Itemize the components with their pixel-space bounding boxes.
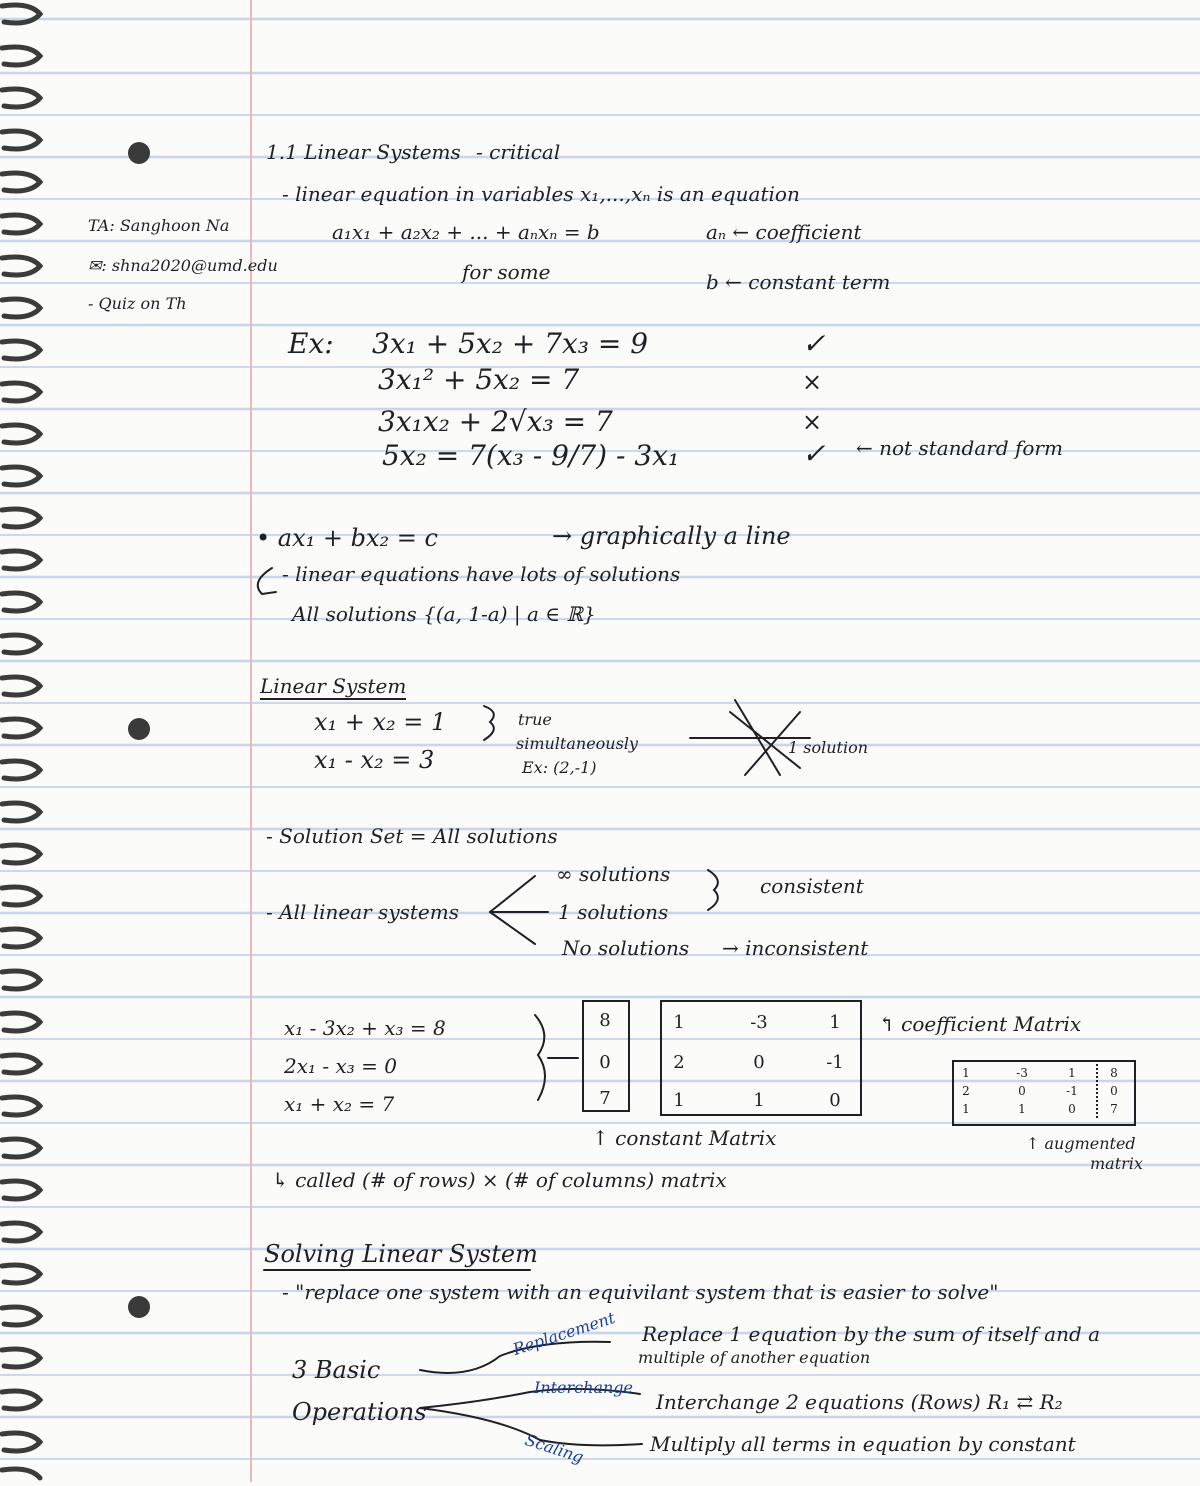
infinite-solutions: ∞ solutions bbox=[556, 862, 671, 886]
matrix-cell: -3 bbox=[1016, 1066, 1028, 1080]
spiral-coils bbox=[0, 0, 48, 1482]
ta-email: ✉: shna2020@umd.edu bbox=[88, 256, 278, 275]
augmented-label-2: matrix bbox=[1090, 1154, 1143, 1173]
matrix-system-equation: 2x₁ - x₃ = 0 bbox=[284, 1054, 397, 1078]
matrix-cell: 0 bbox=[599, 1052, 611, 1073]
margin-line bbox=[250, 0, 252, 1482]
replacement-text-2: multiple of another equation bbox=[638, 1348, 871, 1367]
example-mark: ✓ bbox=[802, 327, 826, 360]
example-equation: 3x₁² + 5x₂ = 7 bbox=[378, 363, 580, 396]
line-equation: • ax₁ + bx₂ = c bbox=[256, 524, 438, 552]
matrix-cell: 0 bbox=[1018, 1084, 1026, 1098]
definition-equation: a₁x₁ + a₂x₂ + ... + aₙxₙ = b bbox=[332, 220, 600, 244]
scaling-text: Multiply all terms in equation by constant bbox=[650, 1432, 1076, 1456]
one-solution-label: 1 solution bbox=[788, 738, 869, 757]
example-equation: 5x₂ = 7(x₃ - 9/7) - 3x₁ bbox=[382, 439, 680, 472]
matrix-cell: 1 bbox=[673, 1012, 685, 1033]
solving-quote: - "replace one system with an equivilant system that is easier to solve" bbox=[282, 1280, 999, 1304]
matrix-cell: 7 bbox=[599, 1088, 611, 1109]
example-mark: × bbox=[802, 408, 823, 436]
example-note: ← not standard form bbox=[856, 436, 1063, 460]
ta-name: TA: Sanghoon Na bbox=[88, 216, 230, 235]
matrix-cell: 1 bbox=[673, 1090, 685, 1111]
inconsistent-label: → inconsistent bbox=[722, 936, 869, 960]
all-solutions: All solutions {(a, 1-a) | a ∈ ℝ} bbox=[292, 602, 596, 626]
matrix-cell: 0 bbox=[829, 1090, 841, 1111]
solution-set: - Solution Set = All solutions bbox=[266, 824, 558, 848]
matrix-cell: 0 bbox=[753, 1052, 765, 1073]
scaling-tag: Scaling bbox=[522, 1430, 586, 1467]
linear-system-title: Linear System bbox=[260, 674, 407, 698]
replacement-text: Replace 1 equation by the sum of itself and a bbox=[642, 1322, 1101, 1346]
one-solution: 1 solutions bbox=[558, 900, 669, 924]
punch-hole bbox=[128, 718, 150, 740]
matrix-cell: -1 bbox=[826, 1052, 844, 1073]
matrix-cell: -3 bbox=[750, 1012, 768, 1033]
simultaneously-label: simultaneously bbox=[516, 734, 638, 753]
punch-hole bbox=[128, 142, 150, 164]
system-equation: x₁ + x₂ = 1 bbox=[314, 708, 447, 736]
interchange-tag: Interchange bbox=[534, 1378, 633, 1397]
example-equation: 3x₁ + 5x₂ + 7x₃ = 9 bbox=[372, 327, 649, 360]
basic-operations-line1: 3 Basic bbox=[292, 1356, 381, 1384]
replacement-tag: Replacement bbox=[510, 1308, 618, 1359]
example-mark: ✓ bbox=[802, 437, 826, 470]
augmented-divider bbox=[1096, 1064, 1098, 1118]
matrix-cell: 1 bbox=[1068, 1066, 1076, 1080]
all-linear-systems: - All linear systems bbox=[266, 900, 459, 924]
called-note: ↳ called (# of rows) × (# of columns) matrix bbox=[272, 1168, 727, 1192]
matrix-cell: 0 bbox=[1068, 1102, 1076, 1116]
definition-line: - linear equation in variables x₁,...,xₙ is an equation bbox=[282, 182, 800, 206]
matrix-cell: 1 bbox=[962, 1066, 970, 1080]
section-note: - critical bbox=[476, 140, 561, 164]
augmented-label: ↑ augmented bbox=[1026, 1134, 1136, 1153]
matrix-system-equation: x₁ - 3x₂ + x₃ = 8 bbox=[284, 1016, 446, 1040]
example-point: Ex: (2,-1) bbox=[522, 758, 597, 777]
system-equation: x₁ - x₂ = 3 bbox=[314, 746, 435, 774]
true-label: true bbox=[518, 710, 552, 729]
coefficient-label: aₙ ← coefficient bbox=[706, 220, 862, 244]
basic-operations-line2: Operations bbox=[292, 1398, 427, 1426]
solving-title: Solving Linear System bbox=[264, 1240, 538, 1268]
punch-hole bbox=[128, 1296, 150, 1318]
section-title: 1.1 Linear Systems bbox=[266, 140, 461, 164]
lots-of-solutions: - linear equations have lots of solutions bbox=[282, 562, 681, 586]
quiz-note: - Quiz on Th bbox=[88, 294, 187, 313]
matrix-cell: 1 bbox=[753, 1090, 765, 1111]
matrix-cell: -1 bbox=[1066, 1084, 1078, 1098]
matrix-cell: 2 bbox=[962, 1084, 970, 1098]
matrix-cell: 1 bbox=[962, 1102, 970, 1116]
no-solutions: No solutions bbox=[562, 936, 690, 960]
matrix-cell: 1 bbox=[829, 1012, 841, 1033]
example-mark: × bbox=[802, 368, 823, 396]
matrix-cell: 1 bbox=[1018, 1102, 1026, 1116]
example-equation: 3x₁x₂ + 2√x₃ = 7 bbox=[378, 405, 613, 438]
matrix-cell: 7 bbox=[1110, 1102, 1118, 1116]
graph-note: → graphically a line bbox=[552, 522, 791, 550]
coefficient-matrix-label: ↰ coefficient Matrix bbox=[878, 1012, 1082, 1036]
matrix-cell: 0 bbox=[1110, 1084, 1118, 1098]
matrix-cell: 8 bbox=[599, 1010, 611, 1031]
constant-matrix-label: ↑ constant Matrix bbox=[592, 1126, 777, 1150]
matrix-cell: 2 bbox=[673, 1052, 685, 1073]
consistent-label: consistent bbox=[760, 874, 864, 898]
interchange-text: Interchange 2 equations (Rows) R₁ ⇄ R₂ bbox=[656, 1390, 1063, 1414]
spiral-binding bbox=[0, 0, 48, 1482]
examples-label: Ex: bbox=[288, 327, 334, 360]
matrix-system-equation: x₁ + x₂ = 7 bbox=[284, 1092, 395, 1116]
constant-term-label: b ← constant term bbox=[706, 270, 891, 294]
definition-for-some: for some bbox=[462, 260, 551, 284]
matrix-cell: 8 bbox=[1110, 1066, 1118, 1080]
